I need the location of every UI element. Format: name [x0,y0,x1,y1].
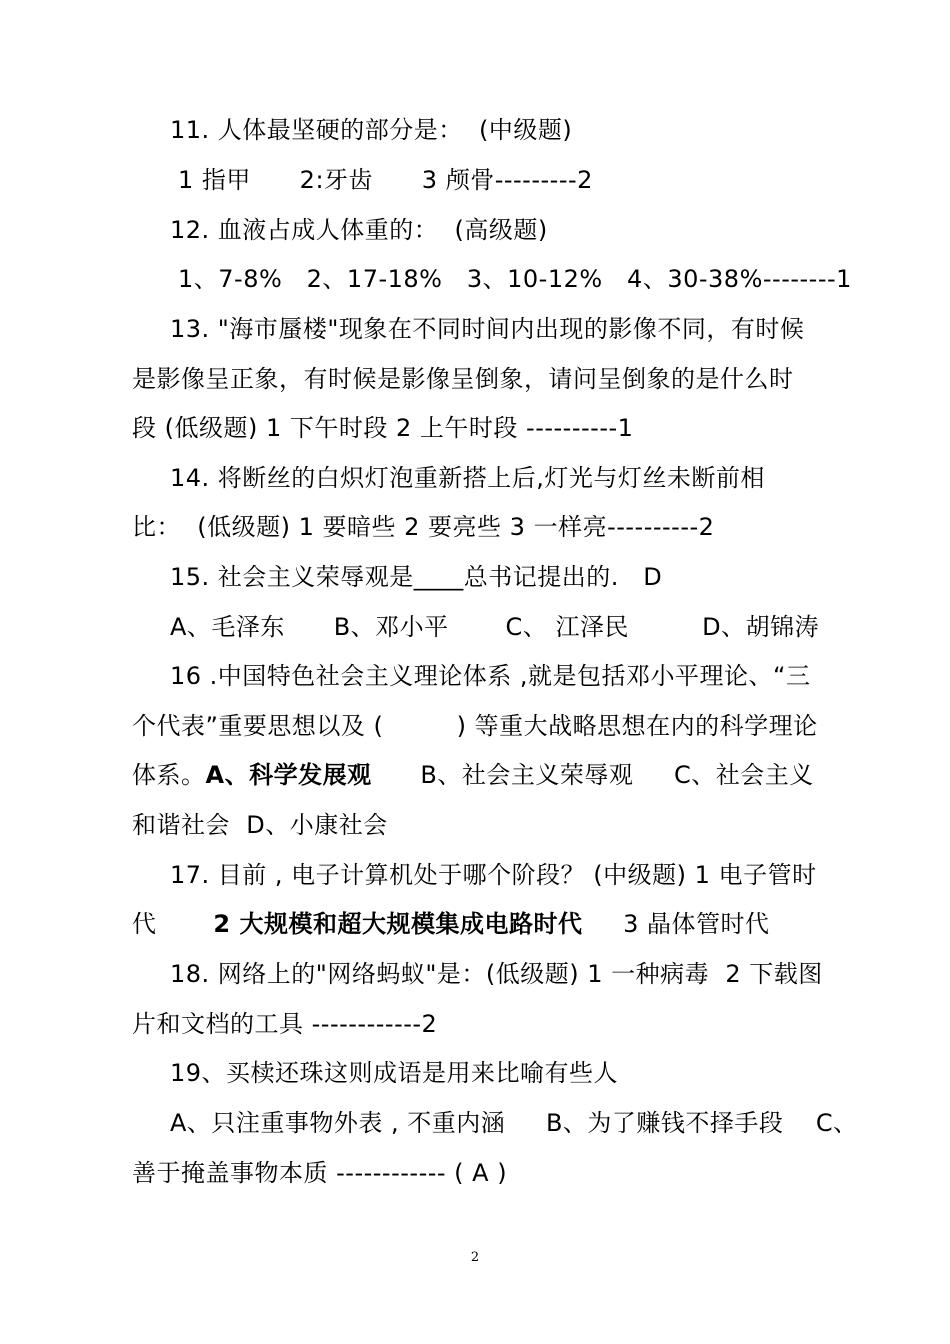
question-16-line-3 [132,760,832,790]
question-16-answer: A、科学发展观 [205,761,372,789]
question-17-answer: 2 大规模和超大规模集成电路时代 [213,910,583,938]
question-16-options: B、社会主义荣辱观 C、社会主义 [371,761,814,789]
question-17-options: 3 晶体管时代 [582,910,770,938]
question-16-text: 体系。 [132,761,206,789]
question-17-line-1: 17. 目前 , 电子计算机处于哪个阶段？ (中级题) 1 电子管时 [170,861,817,889]
question-13-line-2: 是影像呈正象，有时候是影像呈倒象，请问呈倒象的是什么时 [132,365,794,393]
question-19-options-line-1: A、只注重事物外表 , 不重内涵 B、为了赚钱不择手段 C、 [170,1109,858,1137]
question-13-line-1: 13. "海市蜃楼"现象在不同时间内出现的影像不同，有时候 [170,315,805,343]
question-11: 11. 人体最坚硬的部分是： (中级题) [170,116,573,144]
question-12-options: 1、7-8% 2、17-18% 3、10-12% 4、30-38%--------1 [178,265,852,293]
question-11-options: 1 指甲 2:牙齿 3 颅骨---------2 [178,166,593,194]
question-14-line-1: 14. 将断丝的白炽灯泡重新搭上后,灯光与灯丝未断前相 [170,464,765,492]
question-12: 12. 血液占成人体重的： (高级题) [170,216,548,244]
question-15: 15. 社会主义荣辱观是____总书记提出的. D [170,563,663,591]
question-15-options: A、毛泽东 B、邓小平 C、 江泽民 D、胡锦涛 [170,613,820,641]
question-19: 19、买椟还珠这则成语是用来比喻有些人 [170,1059,619,1087]
question-18-line-2: 片和文档的工具 ------------2 [132,1010,438,1038]
page-number: 2 [470,1250,480,1265]
question-17-text: 代 [132,910,214,938]
question-16-line-1: 16 .中国特色社会主义理论体系 ,就是包括邓小平理论、“三 [170,662,811,690]
question-14-line-2: 比： (低级题) 1 要暗些 2 要亮些 3 一样亮----------2 [132,513,715,541]
question-18-line-1: 18. 网络上的"网络蚂蚁"是：(低级题) 1 一种病毒 2 下载图 [170,960,823,988]
question-16-line-4: 和谐社会 D、小康社会 [132,811,388,839]
question-19-options-line-2: 善于掩盖事物本质 ------------ ( A ) [132,1159,508,1187]
question-13-line-3: 段 (低级题) 1 下午时段 2 上午时段 ----------1 [132,414,634,442]
question-16-line-2: 个代表”重要思想以及 ( ) 等重大战略思想在内的科学理论 [132,712,818,740]
question-17-line-2 [132,909,832,939]
